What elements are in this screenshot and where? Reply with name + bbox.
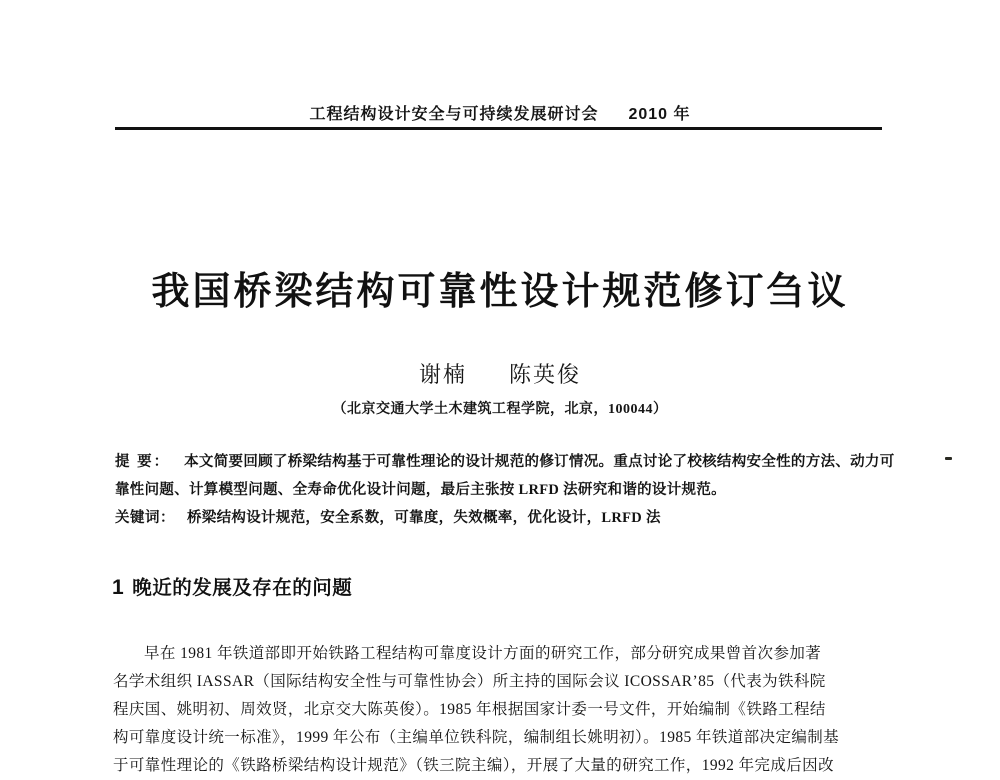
abstract-line-1 xyxy=(115,448,907,476)
page-header xyxy=(0,101,1000,124)
affiliation-line: （北京交通大学土木建筑工程学院，北京，100044） xyxy=(332,402,668,417)
abstract-line-2: 靠性问题、计算模型问题、全寿命优化设计问题，最后主张按 LRFD 法研究和谐的设计规范。 xyxy=(115,482,726,498)
keywords-text: 桥梁结构设计规范，安全系数，可靠度，失效概率，优化设计，LRFD 法 xyxy=(187,510,661,526)
scan-artifact-speck xyxy=(945,457,952,460)
paragraph-line: 名学术组织 IASSAR（国际结构安全性与可靠性协会）所主持的国际会议 ICOSSAR’85（代表为铁科院 xyxy=(113,673,826,690)
abstract-and-keywords xyxy=(115,448,907,532)
header-divider-rule xyxy=(115,127,882,130)
keywords-label: 关键词： xyxy=(115,510,175,526)
author-1: 谢楠 xyxy=(418,362,467,387)
body-paragraph-1 xyxy=(113,640,908,780)
section-1-number: 1 xyxy=(112,576,125,599)
author-2: 陈英俊 xyxy=(509,362,582,387)
abstract-label: 提 要： xyxy=(115,454,171,470)
paragraph-line: 程庆国、姚明初、周效贤，北京交大陈英俊）。1985 年根据国家计委一号文件，开始编制《铁路工程结 xyxy=(113,701,826,718)
paper-title: 我国桥梁结构可靠性设计规范修订刍议 xyxy=(151,271,849,313)
keywords-line xyxy=(115,504,907,532)
conference-year: 2010 年 xyxy=(628,106,691,123)
conference-name: 工程结构设计安全与可持续发展研讨会 xyxy=(309,106,599,123)
authors-line xyxy=(0,358,1000,389)
section-1-title: 晚近的发展及存在的问题 xyxy=(132,577,353,599)
section-1-heading xyxy=(112,572,352,600)
paragraph-line: 早在 1981 年铁道部即开始铁路工程结构可靠度设计方面的研究工作，部分研究成果曾首次参加著 xyxy=(144,645,822,662)
paragraph-line-clipped: 于可靠性理论的《铁路桥梁结构设计规范》（铁三院主编），开展了大量的研究工作，1992 年完成后因改 xyxy=(113,757,834,774)
paragraph-line: 构可靠度设计统一标准》，1999 年公布（主编单位铁科院，编制组长姚明初）。1985 年铁道部决定编制基 xyxy=(113,729,840,746)
abstract-text-1: 本文简要回顾了桥梁结构基于可靠性理论的设计规范的修订情况。重点讨论了校核结构安全性的方法、动力可 xyxy=(184,454,895,470)
